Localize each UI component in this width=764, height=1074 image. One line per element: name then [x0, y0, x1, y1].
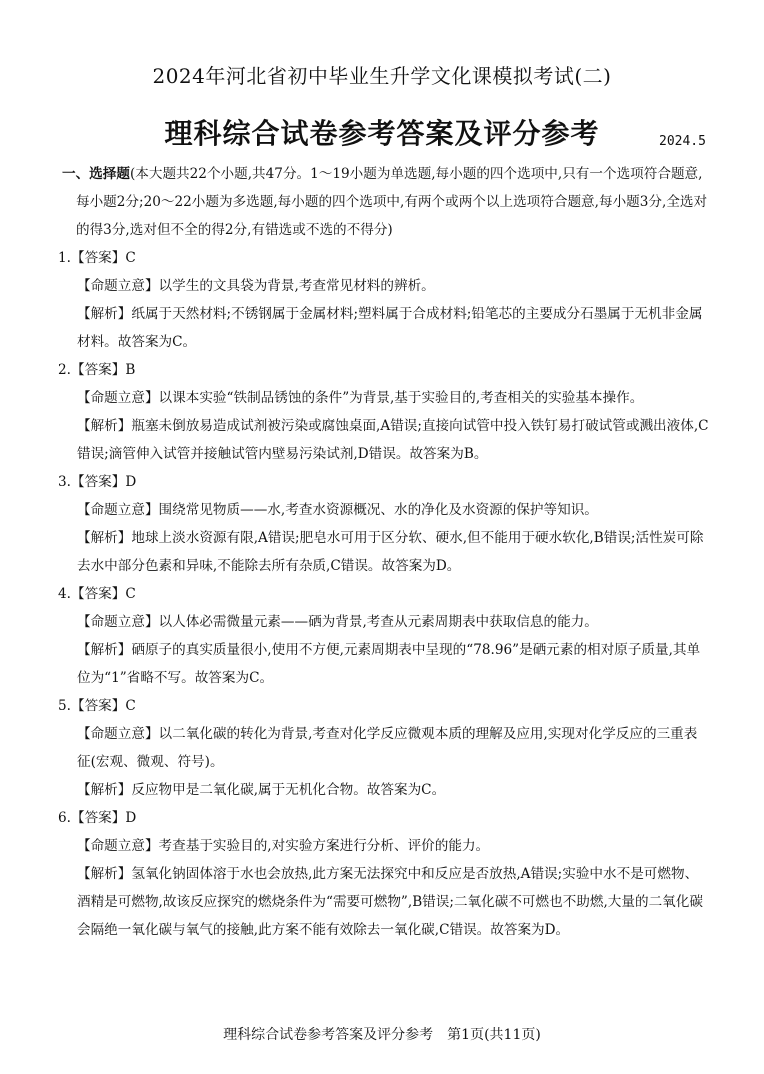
document-title: 理科综合试卷参考答案及评分参考	[164, 117, 600, 150]
question-item	[58, 356, 710, 468]
analysis-text: 【解析】地球上淡水资源有限,A错误;肥皂水可用于区分软、硬水,但不能用于硬水软化,B错误;活性炭可除去水中部分色素和异味,不能除去所有杂质,C错误。故答案为D。	[77, 530, 704, 574]
exam-header: 2024年河北省初中毕业生升学文化课模拟考试(二)	[152, 64, 612, 88]
document-date: 2024.5	[659, 134, 706, 149]
section-description: (本大题共22个小题,共47分。1～19小题为单选题,每小题的四个选项中,只有一个选项符合题意,每小题2分;20～22小题为多选题,每小题的四个选项中,有两个或两个以上选项符合题意,每小题3分,全选对的得3分,选对但不全的得2分,有错选或不选的不得分)	[76, 166, 708, 238]
question-item	[58, 244, 710, 356]
intent-text: 【命题立意】以课本实验“铁制品锈蚀的条件”为背景,基于实验目的,考查相关的实验基本操作。	[77, 390, 644, 406]
analysis-text: 【解析】反应物甲是二氧化碳,属于无机化合物。故答案为C。	[77, 782, 446, 798]
answer-label: 5.【答案】C	[58, 698, 136, 714]
answer-label: 2.【答案】B	[58, 362, 136, 378]
intent-text: 【命题立意】以人体必需微量元素——硒为背景,考查从元素周期表中获取信息的能力。	[77, 614, 598, 630]
question-item	[58, 804, 710, 944]
intent-text: 【命题立意】考查基于实验目的,对实验方案进行分析、评价的能力。	[77, 838, 490, 854]
question-item	[58, 468, 710, 580]
analysis-text: 【解析】硒原子的真实质量很小,使用不方便,元素周期表中呈现的“78.96”是硒元素的相对原子质量,其单位为“1”省略不写。故答案为C。	[77, 642, 701, 686]
analysis-text: 【解析】纸属于天然材料;不锈钢属于金属材料;塑料属于合成材料;铅笔芯的主要成分石墨属于无机非金属材料。故答案为C。	[77, 306, 703, 350]
answer-label: 6.【答案】D	[58, 810, 137, 826]
section-heading	[62, 160, 710, 244]
answer-label: 1.【答案】C	[58, 250, 136, 266]
answer-label: 3.【答案】D	[58, 474, 137, 490]
intent-text: 【命题立意】以二氧化碳的转化为背景,考查对化学反应微观本质的理解及应用,实现对化学反应的三重表征(宏观、微观、符号)。	[77, 726, 698, 770]
intent-text: 【命题立意】以学生的文具袋为背景,考查常见材料的辨析。	[77, 278, 435, 294]
intent-text: 【命题立意】围绕常见物质——水,考查水资源概况、水的净化及水资源的保护等知识。	[77, 502, 598, 518]
analysis-text: 【解析】氢氧化钠固体溶于水也会放热,此方案无法探究中和反应是否放热,A错误;实验中水不是可燃物、酒精是可燃物,故该反应探究的燃烧条件为“需要可燃物”,B错误;二氧化碳不可燃也不助燃,大量的二氧化碳会隔绝一氧化碳与氧气的接触,此方案不能有效除去一氧化碳,C错误。故答案为D。	[77, 866, 703, 938]
section-title: 一、选择题	[62, 166, 130, 182]
question-item	[58, 692, 710, 804]
question-item	[58, 580, 710, 692]
answer-label: 4.【答案】C	[58, 586, 136, 602]
analysis-text: 【解析】瓶塞未倒放易造成试剂被污染或腐蚀桌面,A错误;直接向试管中投入铁钉易打破试管或溅出液体,C错误;滴管伸入试管并接触试管内壁易污染试剂,D错误。故答案为B。	[77, 418, 709, 462]
page-footer: 理科综合试卷参考答案及评分参考 第1页(共11页)	[223, 1027, 541, 1043]
document-body	[58, 160, 710, 944]
